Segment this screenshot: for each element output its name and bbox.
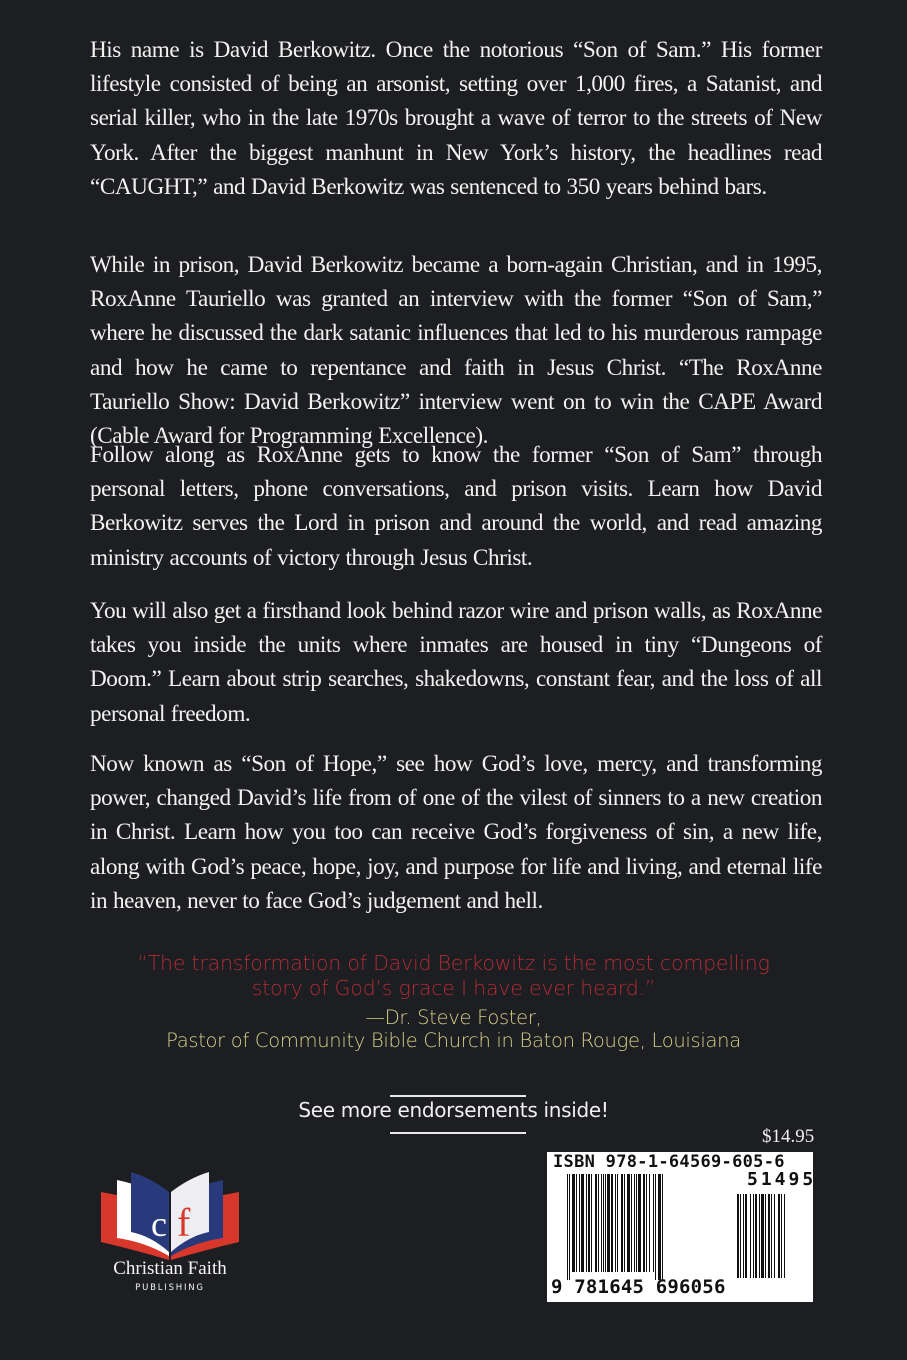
- barcode-bar: [771, 1194, 772, 1278]
- barcode-bar: [784, 1194, 785, 1278]
- barcode-bar: [662, 1174, 663, 1280]
- price-addon-digits: 51495: [747, 1169, 817, 1190]
- barcode-bar: [581, 1174, 584, 1272]
- monogram-f: f: [177, 1200, 191, 1245]
- barcode-bar: [601, 1174, 602, 1272]
- barcode-bar: [572, 1174, 575, 1272]
- description-paragraph-2: While in prison, David Berkowitz became a born-again Christian, and in 1995, RoxAnne Tauriello was granted an interview with the former “Son of Sam,” where he discussed the dark satanic influences that led to his murderous rampage and how he came to repentance and faith in Jesus Christ. “The RoxAnne Tauriello Show: David Berkowitz” interview went on to win the CAPE Award (Cable Award for Programming Excellence).: [90, 252, 822, 450]
- isbn-barcode: [547, 1152, 817, 1302]
- publisher-subtitle: PUBLISHING: [135, 1283, 205, 1293]
- barcode-bar: [576, 1174, 577, 1272]
- barcode-bar: [611, 1174, 613, 1272]
- monogram-c: c: [151, 1204, 167, 1244]
- barcode-bar: [591, 1174, 592, 1272]
- barcode-bar: [755, 1194, 757, 1278]
- publisher-logo: [95, 1168, 245, 1303]
- barcode-bar: [768, 1194, 770, 1278]
- barcode-bar: [761, 1194, 764, 1278]
- barcode-bar: [621, 1174, 623, 1272]
- description-paragraph-1: His name is David Berkowitz. Once the notorious “Son of Sam.” His former lifestyle consisted of being an arsonist, setting over 1,000 fires, a Satanist, and serial killer, who in the late 1970s brought a wave of terror to the streets of New York. After the biggest manhunt in New York’s history, the headlines read “CAUGHT,” and David Berkowitz was sentenced to 350 years behind bars.: [90, 37, 822, 200]
- barcode-bar: [781, 1194, 782, 1278]
- divider-top: [390, 1095, 526, 1097]
- barcode-bar: [567, 1174, 568, 1280]
- divider-bottom: [390, 1132, 526, 1134]
- barcode-bar: [759, 1194, 760, 1278]
- publisher-name: Christian Faith: [113, 1258, 227, 1279]
- barcode-bar: [765, 1194, 766, 1278]
- barcode-bar: [740, 1194, 741, 1278]
- barcode-bar: [643, 1174, 645, 1272]
- description-paragraph-4: You will also get a firsthand look behind razor wire and prison walls, as RoxAnne takes you inside the units where inmates are housed in tiny “Dungeons of Doom.” Learn about strip searches, shakedowns, constant fear, and the loss of all personal freedom.: [90, 598, 822, 727]
- ean-digits: 9 781645 696056: [551, 1276, 726, 1298]
- barcode-bar: [646, 1174, 647, 1272]
- barcode-bar: [774, 1194, 775, 1278]
- barcode-bar: [615, 1174, 616, 1272]
- barcode-bar: [607, 1174, 610, 1272]
- barcode-bar: [649, 1174, 650, 1272]
- author-title: Pastor of Community Bible Church in Baton Rouge, Louisiana: [166, 1029, 741, 1052]
- barcode-bar: [745, 1194, 747, 1278]
- barcode-bar: [588, 1174, 590, 1272]
- barcode-bar: [638, 1174, 641, 1272]
- barcode-bar: [750, 1194, 751, 1278]
- barcode-bar: [586, 1174, 587, 1272]
- quote-line-1: “The transformation of David Berkowitz is the most compelling: [137, 951, 770, 975]
- addon-bars: [737, 1194, 807, 1294]
- barcode-bar: [655, 1174, 656, 1280]
- open-book-icon: [95, 1168, 245, 1260]
- description-paragraph-3: Follow along as RoxAnne gets to know the former “Son of Sam” through personal letters, phone conversations, and prison visits. Learn how David Berkowitz serves the Lord in prison and around the world, and read amazing ministry accounts of victory through Jesus Christ.: [90, 442, 822, 571]
- barcode-bar: [603, 1174, 604, 1272]
- author-name: —Dr. Steve Foster,: [365, 1006, 542, 1029]
- barcode-bar: [653, 1174, 654, 1272]
- endorsement-author: [0, 1006, 907, 1052]
- barcode-bar: [743, 1194, 744, 1278]
- barcode-bar: [579, 1174, 580, 1272]
- more-endorsements-text: See more endorsements inside!: [298, 1098, 609, 1122]
- quote-line-2: story of God’s grace I have ever heard.”: [251, 976, 656, 1000]
- barcode-bar: [605, 1174, 606, 1272]
- barcode-bar: [598, 1174, 599, 1272]
- barcode-bar: [658, 1174, 661, 1280]
- barcode-bar: [636, 1174, 637, 1272]
- barcode-bar: [569, 1174, 570, 1280]
- barcode-bar: [634, 1174, 635, 1272]
- description-paragraph-5: Now known as “Son of Hope,” see how God’s love, mercy, and transforming power, changed David’s life from of one of the vilest of sinners to a new creation in Christ. Learn how you too can receive God’s forgiveness of sin, a new life, along with God’s peace, hope, joy, and purpose for life and living, and eternal life in heaven, never to face God’s judgement and hell.: [90, 751, 822, 914]
- barcode-bar: [595, 1174, 597, 1272]
- barcode-bar: [778, 1194, 780, 1278]
- barcode-bar: [624, 1174, 625, 1272]
- barcode-bar: [753, 1194, 754, 1278]
- barcode-bar: [737, 1194, 739, 1278]
- barcode-bar: [631, 1174, 632, 1272]
- isbn-text: ISBN 978-1-64569-605-6: [553, 1152, 785, 1172]
- endorsement-quote: [0, 951, 907, 1001]
- barcode-bar: [627, 1174, 630, 1272]
- price-label: $14.95: [762, 1126, 815, 1147]
- barcode-bar: [617, 1174, 618, 1272]
